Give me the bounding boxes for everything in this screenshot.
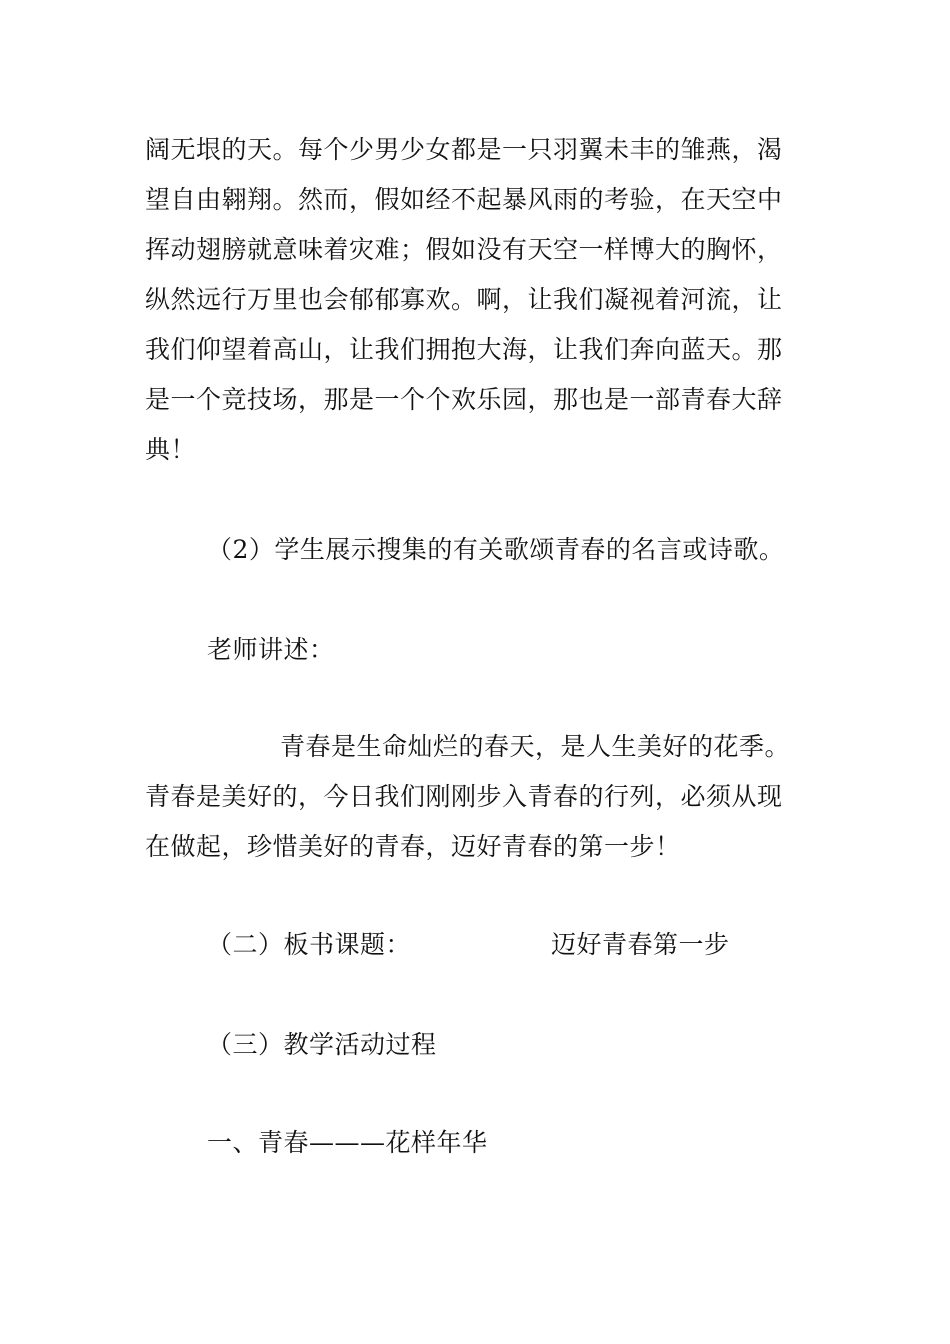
teacher-label	[145, 625, 810, 675]
text-line: （三）教学活动过程	[207, 1030, 437, 1059]
section-2-title: 迈好青春第一步	[551, 930, 730, 959]
text-line: 阔无垠的天。每个少男少女都是一只羽翼未丰的雏燕，渴	[145, 135, 783, 164]
paragraph-teacher-speech	[145, 722, 810, 872]
text-line: 是一个竞技场，那是一个个欢乐园，那也是一部青春大辞	[145, 385, 783, 414]
part-1-heading	[145, 1118, 810, 1168]
paragraph-item-2	[145, 525, 810, 575]
text-line: 在做起，珍惜美好的青春，迈好青春的第一步！	[145, 832, 681, 861]
text-line: 挥动翅膀就意味着灾难；假如没有天空一样博大的胸怀，	[145, 235, 783, 264]
text-line: 我们仰望着高山，让我们拥抱大海，让我们奔向蓝天。那	[145, 335, 783, 364]
text-line: 纵然远行万里也会郁郁寡欢。啊，让我们凝视着河流，让	[145, 285, 783, 314]
text-line: （2）学生展示搜集的有关歌颂青春的名言或诗歌。	[207, 535, 785, 564]
text-line: 望自由翱翔。然而，假如经不起暴风雨的考验，在天空中	[145, 185, 783, 214]
text-line: 老师讲述：	[207, 635, 335, 664]
text-line: 青春是美好的，今日我们刚刚步入青春的行列，必须从现	[145, 782, 783, 811]
section-2-label: （二）板书课题：	[207, 930, 412, 959]
section-2-line	[145, 920, 810, 970]
section-3-heading	[145, 1020, 810, 1070]
paragraph-youth-sky	[145, 125, 810, 475]
section-2-heading	[145, 920, 810, 970]
text-line: 典！	[145, 435, 197, 464]
text-line: 青春是生命灿烂的春天，是人生美好的花季。	[280, 732, 791, 761]
text-line: 一、青春———花样年华	[207, 1128, 488, 1157]
